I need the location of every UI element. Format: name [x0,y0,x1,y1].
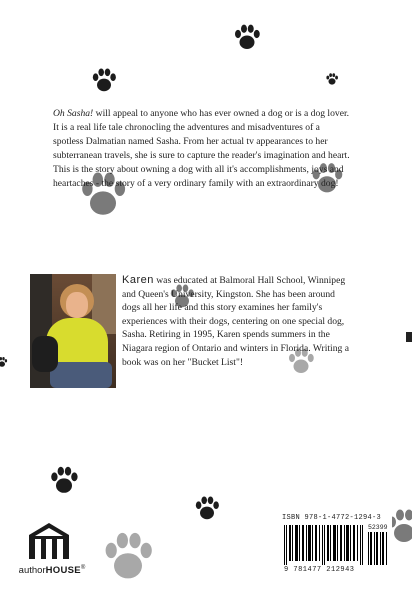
ean-number: 9 781477 212943 [284,566,355,574]
blurb-text: will appeal to anyone who has ever owned a dog or is a dog lover. It is a real life tale chronocling the adventures and misadventures of a spotless Dalmatian named Sasha. From her actual tv appearances to her subterranean travels, she is sure to capture the reader's imagination and heart. This is the story about owning a dog with all it's accomplishments, joys and heartaches - the story of a very ordinary family with an extraordinary dog! [53,108,350,190]
authorhouse-logo-icon [28,522,70,560]
paw-print-icon [90,66,118,94]
barcode-bars [284,525,364,565]
book-blurb [53,107,351,192]
paw-print-icon [325,72,339,86]
edge-mark [406,332,412,342]
book-title: Oh Sasha! [53,108,94,119]
price-code: 52399 [368,524,388,531]
author-name: Karen [122,274,154,286]
isbn-number: ISBN 978-1-4772-1294-3 [282,514,382,522]
paw-print-icon [193,494,221,522]
paw-print-icon [48,464,80,496]
publisher-logo [10,522,94,582]
paw-print-icon [232,22,262,52]
author-bio-text: was educated at Balmoral Hall School, Winnipeg and Queen's University, Kingston. She has been around dogs all her life and this story examines her family's experiences with their dogs, centering on one special dog, Sasha. Retiring in 1995, Karen spends summers in the Niagara region of Ontario and winters in Florida. Writing a book was on her "Bucket List"! [122,275,349,368]
paw-print-icon [0,356,8,368]
publisher-name: authorHOUSE® [18,565,86,576]
author-photo [30,274,116,388]
isbn-barcode [280,514,392,576]
author-bio [122,274,352,369]
paw-print-icon [100,528,156,584]
price-barcode-bars [368,532,388,565]
